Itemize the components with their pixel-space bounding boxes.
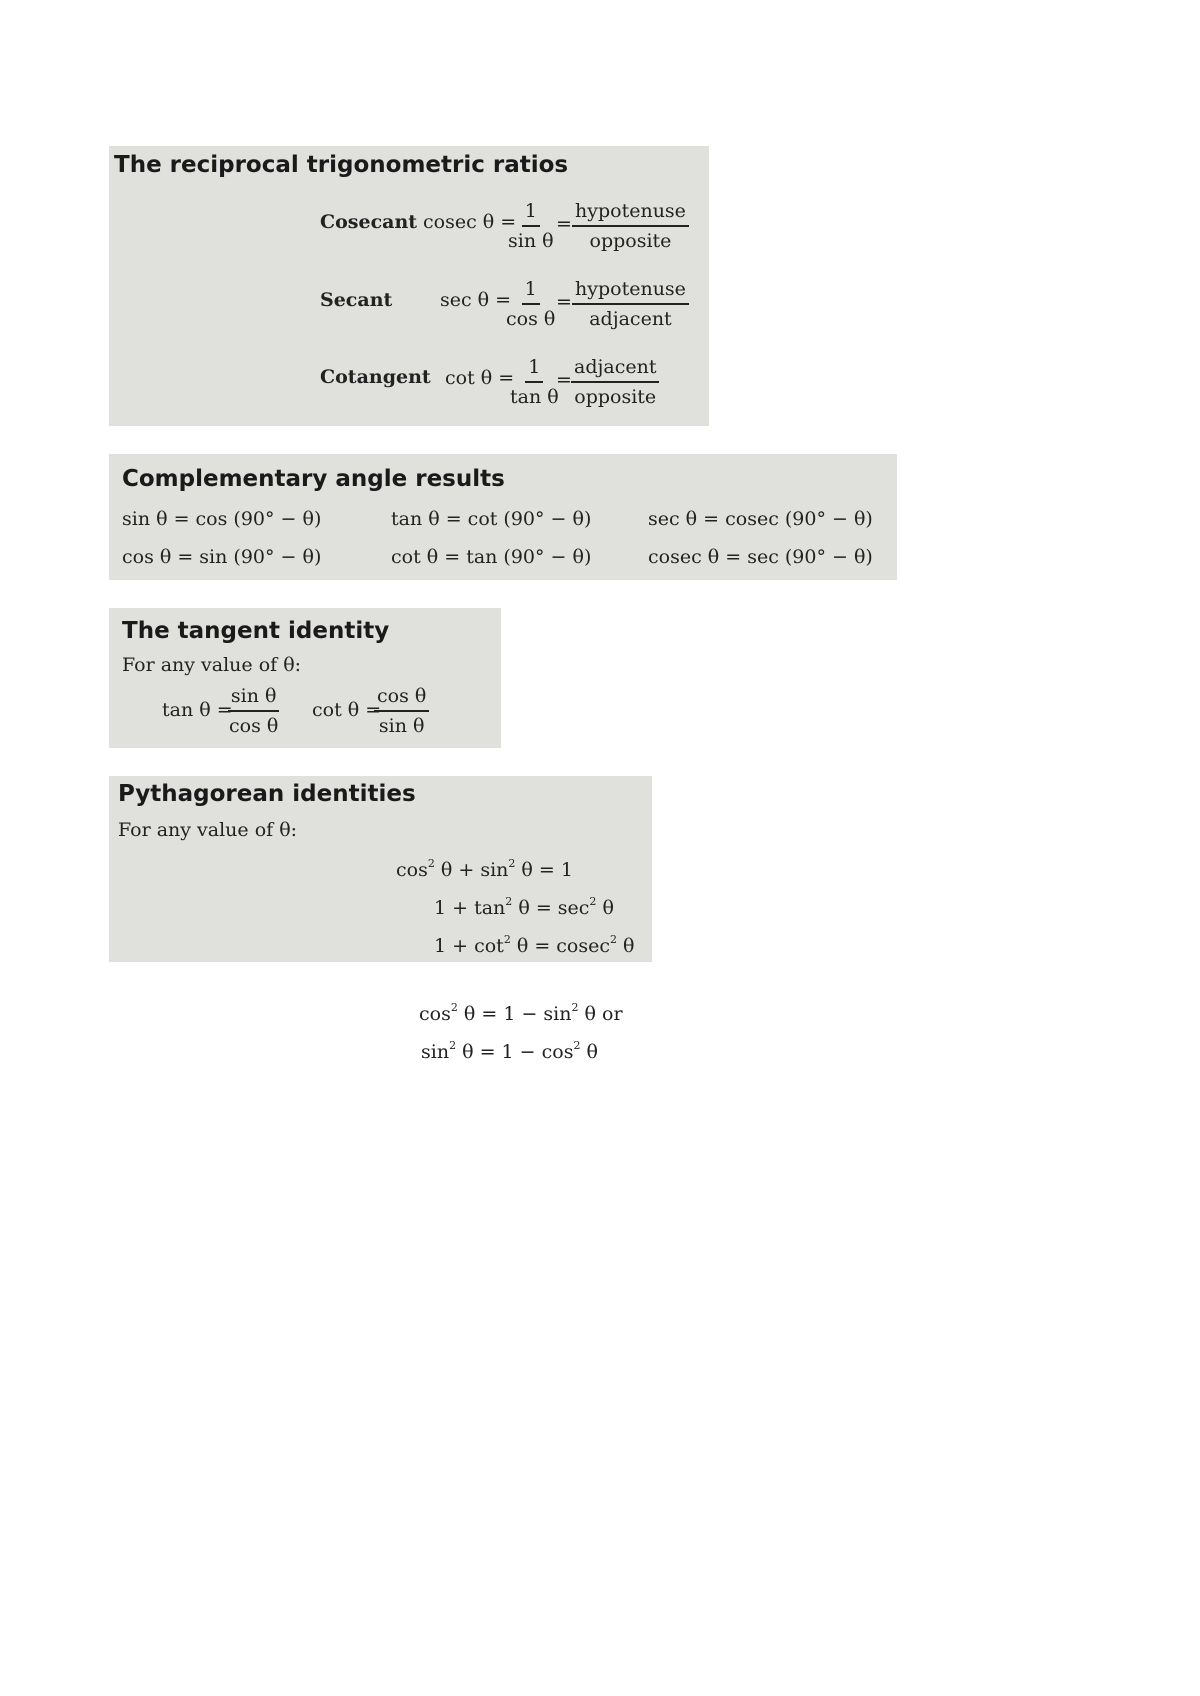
cot-fraction — [374, 684, 429, 738]
rearranged-identity-1: $\cos^2 \theta = 1 - \sin^2 \theta$ or — [419, 1001, 623, 1025]
cotangent-label: Cotangent — [320, 366, 431, 388]
fraction-numerator: hypotenuse — [572, 277, 689, 305]
cosecant-lhs: cosec θ = — [423, 211, 517, 233]
cosecant-fraction-1 — [505, 199, 557, 253]
pythagorean-identity-2: $1 + \tan^2 \theta = \sec^2 \theta$ — [434, 895, 614, 919]
cotangent-fraction-2 — [571, 355, 659, 409]
pythagorean-identity-1: $\cos^2 \theta + \sin^2 \theta = 1$ — [396, 857, 573, 881]
fraction-denominator: opposite — [589, 230, 672, 252]
equals-sign: = — [556, 369, 572, 391]
tan-lhs: tan θ = — [162, 699, 233, 721]
fraction-numerator: 1 — [525, 355, 543, 383]
secant-fraction-1 — [503, 277, 558, 331]
fraction-denominator: cos θ — [506, 308, 556, 330]
fraction-denominator: sin θ — [378, 715, 425, 737]
cosecant-label: Cosecant — [320, 211, 418, 233]
cotangent-fraction-1 — [507, 355, 562, 409]
cot-lhs: cot θ = — [312, 699, 382, 721]
fraction-numerator: adjacent — [571, 355, 659, 383]
fraction-numerator: hypotenuse — [572, 199, 689, 227]
fraction-denominator: cos θ — [229, 715, 279, 737]
fraction-denominator: opposite — [574, 386, 657, 408]
pythagorean-identity-3: $1 + \cot^2 \theta = cosec^2$ θ — [434, 933, 635, 957]
fraction-denominator: sin θ — [508, 230, 554, 252]
complementary-identity: cot θ = tan (90° − θ) — [391, 546, 592, 568]
fraction-numerator: cos θ — [374, 684, 429, 712]
equals-sign: = — [556, 213, 572, 235]
tangent-identity-title: The tangent identity — [122, 618, 390, 644]
fraction-denominator: adjacent — [589, 308, 672, 330]
rearranged-identity-2: $\sin^2 \theta = 1 - \cos^2 \theta$ — [421, 1039, 598, 1063]
equals-sign: = — [556, 291, 572, 313]
complementary-identity: cosec θ = sec (90° − θ) — [648, 546, 873, 568]
complementary-identity: tan θ = cot (90° − θ) — [391, 508, 592, 530]
fraction-numerator: 1 — [522, 199, 540, 227]
complementary-identity: cos θ = sin (90° − θ) — [122, 546, 322, 568]
fraction-denominator: tan θ — [510, 386, 559, 408]
secant-lhs: sec θ = — [440, 289, 512, 311]
cotangent-lhs: cot θ = — [445, 367, 515, 389]
pythagorean-identities-title: Pythagorean identities — [118, 781, 416, 807]
cosecant-fraction-2 — [572, 199, 689, 253]
tangent-identity-intro: For any value of θ: — [122, 654, 302, 676]
complementary-identity: sec θ = cosec (90° − θ) — [648, 508, 873, 530]
secant-fraction-2 — [572, 277, 689, 331]
fraction-numerator: 1 — [522, 277, 540, 305]
fraction-numerator: sin θ — [228, 684, 280, 712]
secant-label: Secant — [320, 289, 393, 311]
complementary-angle-title: Complementary angle results — [122, 466, 505, 492]
reciprocal-ratios-title: The reciprocal trigonometric ratios — [114, 152, 569, 178]
pythagorean-identities-intro: For any value of θ: — [118, 819, 298, 841]
tan-fraction — [226, 684, 281, 738]
complementary-identity: sin θ = cos (90° − θ) — [122, 508, 322, 530]
